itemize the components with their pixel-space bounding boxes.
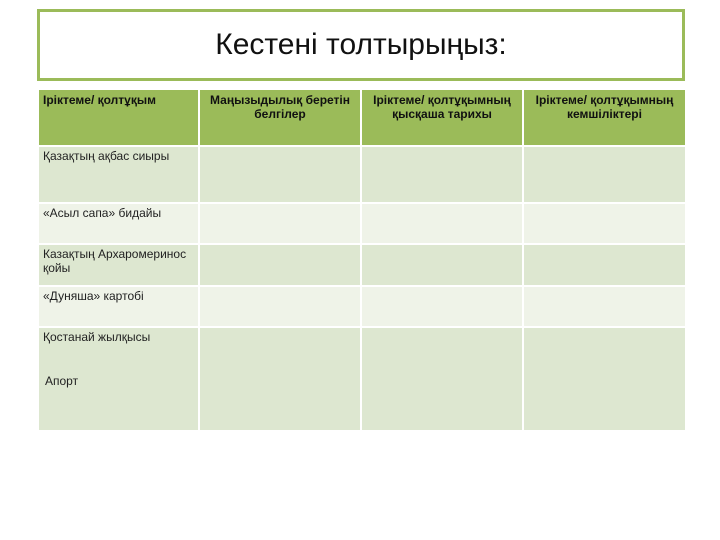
header-cell: Маңызыдылық беретін белгілер: [199, 89, 361, 146]
empty-cell[interactable]: [361, 286, 523, 327]
row-label: «Дуняша» картобі: [38, 286, 199, 327]
empty-cell[interactable]: [361, 244, 523, 286]
empty-cell[interactable]: [361, 327, 523, 431]
empty-cell[interactable]: [523, 146, 686, 203]
header-cell: Іріктеме/ қолтұқымның кемшіліктері: [523, 89, 686, 146]
row-label: Казақтың Архаромеринос қойы: [38, 244, 199, 286]
title-box: [37, 9, 685, 81]
table-row: [38, 244, 686, 286]
table-row: [38, 327, 686, 431]
empty-cell[interactable]: [199, 286, 361, 327]
header-cell: Іріктеме/ қолтұқымның қысқаша тарихы: [361, 89, 523, 146]
row-label-group: [38, 327, 199, 431]
empty-cell[interactable]: [523, 286, 686, 327]
empty-cell[interactable]: [523, 203, 686, 244]
empty-cell[interactable]: [199, 327, 361, 431]
table-row: [38, 146, 686, 203]
row-label: «Асыл сапа» бидайы: [38, 203, 199, 244]
table-row: [38, 286, 686, 327]
row-label: Қостанай жылқысы: [43, 330, 151, 344]
empty-cell[interactable]: [361, 146, 523, 203]
table-row: [38, 203, 686, 244]
empty-cell[interactable]: [199, 146, 361, 203]
empty-cell[interactable]: [523, 244, 686, 286]
table-header-row: [38, 89, 686, 146]
empty-cell[interactable]: [361, 203, 523, 244]
empty-cell[interactable]: [523, 327, 686, 431]
empty-cell[interactable]: [199, 244, 361, 286]
slide-title: Кестені толтырыңыз:: [215, 28, 507, 61]
fill-in-table: [37, 88, 687, 432]
row-label: Қазақтың ақбас сиыры: [38, 146, 199, 203]
empty-cell[interactable]: [199, 203, 361, 244]
row-label: Апорт: [45, 374, 79, 388]
header-cell: Іріктеме/ қолтұқым: [38, 89, 199, 146]
